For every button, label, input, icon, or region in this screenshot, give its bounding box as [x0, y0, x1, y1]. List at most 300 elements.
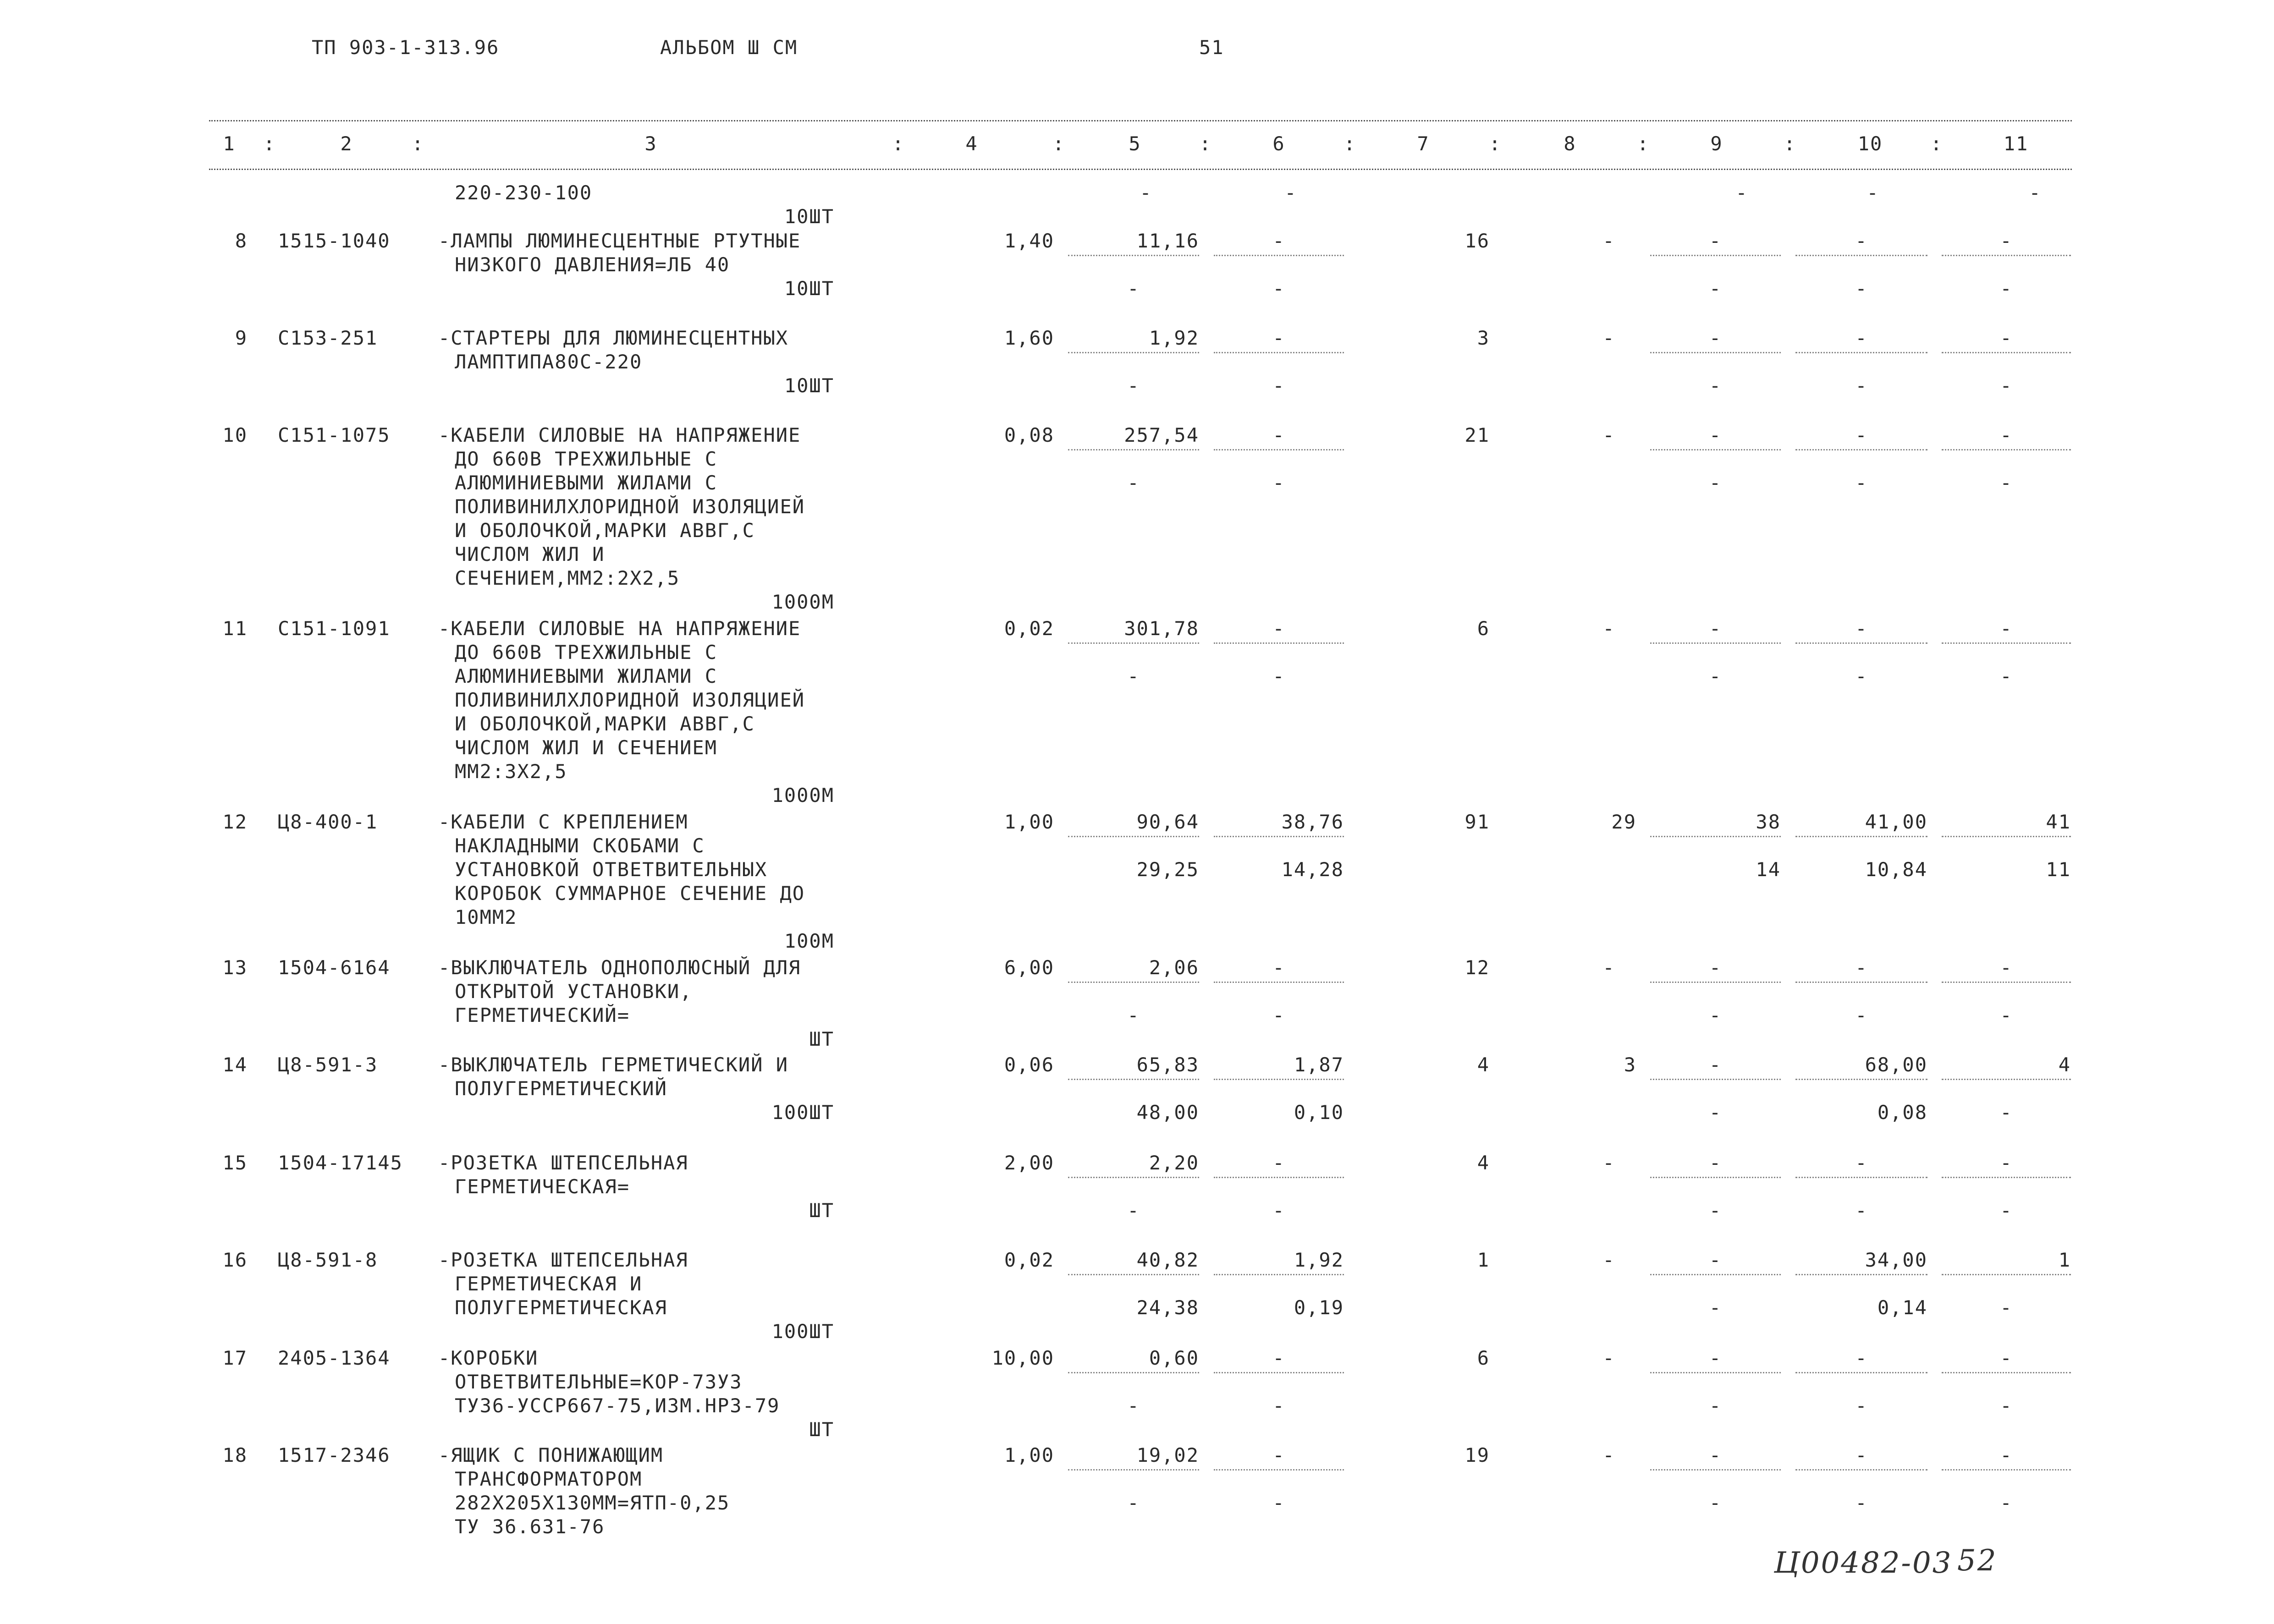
- row-unit: ШТ: [809, 1199, 834, 1222]
- cell-c6: -: [1272, 1444, 1285, 1466]
- cell-c7: 1: [1477, 1249, 1490, 1271]
- cell-c6: -: [1272, 1347, 1285, 1369]
- row-code: С153-251: [278, 327, 378, 349]
- cell-c5: 2,20: [1149, 1152, 1199, 1174]
- cell-c5: 1,92: [1149, 327, 1199, 349]
- value-underline: [1650, 255, 1781, 256]
- cell-c4: 0,02: [1004, 617, 1054, 640]
- cell-c9: 38: [1756, 811, 1781, 833]
- row-description-line: ГЕРМЕТИЧЕСКАЯ И: [455, 1273, 643, 1295]
- column-header-cell: :: [1052, 132, 1065, 155]
- cell-c10: -: [1855, 1152, 1868, 1174]
- cell-c11-second: -: [2000, 1492, 2013, 1514]
- cell-c5-second: 29,25: [1136, 858, 1199, 881]
- row-description-line: И ОБОЛОЧКОЙ,МАРКИ АВВГ,С: [455, 713, 755, 735]
- cell-c6: -: [1272, 424, 1285, 446]
- cell-c7: 12: [1465, 956, 1490, 979]
- row-unit: ШТ: [809, 1028, 834, 1050]
- row-number: 15: [222, 1152, 248, 1174]
- row-description-line: ПОЛУГЕРМЕТИЧЕСКИЙ: [455, 1077, 667, 1100]
- cell-c5-second: -: [1127, 1394, 1140, 1417]
- cell-c9-second: -: [1709, 1101, 1722, 1124]
- column-header-cell: 11: [2003, 132, 2029, 155]
- cell-c11: -: [2000, 956, 2013, 979]
- cell-c8: -: [1602, 1347, 1615, 1369]
- cell-c9: -: [1709, 1444, 1722, 1466]
- value-underline: [1068, 352, 1199, 353]
- row-description-line: НАКЛАДНЫМИ СКОБАМИ С: [455, 834, 705, 857]
- value-underline: [1942, 1177, 2071, 1178]
- cell-c10: -: [1855, 1347, 1868, 1369]
- cell-c6-second: 14,28: [1281, 858, 1344, 881]
- cell-c8: -: [1602, 230, 1615, 252]
- row-unit: 1000М: [771, 591, 834, 613]
- cell-c9-second: -: [1709, 665, 1722, 687]
- value-underline: [1942, 1372, 2071, 1373]
- value-underline: [1795, 836, 1927, 837]
- row-number: 16: [222, 1249, 248, 1271]
- row-number: 12: [222, 811, 248, 833]
- carry-over-unit: 10ШТ: [784, 205, 834, 228]
- value-underline: [1795, 352, 1927, 353]
- row-description-line: ПОЛИВИНИЛХЛОРИДНОЙ ИЗОЛЯЦИЕЙ: [455, 689, 805, 711]
- cell-c9: -: [1709, 1053, 1722, 1076]
- cell-c7: 6: [1477, 617, 1490, 640]
- cell-c10: -: [1855, 327, 1868, 349]
- row-unit: 100ШТ: [771, 1320, 834, 1343]
- row-description-line: ЧИСЛОМ ЖИЛ И: [455, 543, 605, 565]
- row-description-line: ДО 660В ТРЕХЖИЛЬНЫЕ С: [455, 641, 718, 664]
- cell-c6: 38,76: [1281, 811, 1344, 833]
- value-underline: [1214, 1274, 1344, 1275]
- carry-over-text: 220-230-100: [455, 181, 593, 204]
- value-underline: [1650, 449, 1781, 450]
- value-underline: [1942, 1469, 2071, 1470]
- value-underline: [1650, 352, 1781, 353]
- column-header-cell: 8: [1564, 132, 1576, 155]
- row-description-line: КОРОБОК СУММАРНОЕ СЕЧЕНИЕ ДО: [455, 882, 805, 905]
- cell-c9-second: -: [1709, 472, 1722, 494]
- cell-c6: -: [1272, 230, 1285, 252]
- row-description-line: -ЯЩИК С ПОНИЖАЮЩИМ: [438, 1444, 664, 1466]
- column-header-cell: 5: [1129, 132, 1141, 155]
- handwritten-sheet-code: Ц00482-03: [1774, 1546, 1953, 1580]
- cell-c10-second: -: [1855, 277, 1868, 300]
- value-underline: [1068, 1079, 1199, 1080]
- album-label: АЛЬБОМ Ш СМ: [660, 36, 798, 59]
- row-description-line: ТРАНСФОРМАТОРОМ: [455, 1468, 643, 1490]
- cell-c6-second: -: [1272, 472, 1285, 494]
- value-underline: [1650, 1469, 1781, 1470]
- row-code: 1504-17145: [278, 1152, 403, 1174]
- cell-c10-second: -: [1855, 1004, 1868, 1026]
- carry-over-dash: -: [1140, 181, 1152, 204]
- cell-c10-second: 0,08: [1877, 1101, 1927, 1124]
- table-top-rule: [209, 120, 2072, 121]
- row-number: 9: [235, 327, 248, 349]
- cell-c11-second: -: [2000, 665, 2013, 687]
- column-header-cell: :: [1784, 132, 1796, 155]
- row-description-line: ЛАМПТИПА80С-220: [455, 351, 643, 373]
- row-description-line: -КАБЕЛИ СИЛОВЫЕ НА НАПРЯЖЕНИЕ: [438, 617, 801, 640]
- cell-c11-second: -: [2000, 472, 2013, 494]
- cell-c11-second: -: [2000, 1296, 2013, 1319]
- value-underline: [1942, 1274, 2071, 1275]
- value-underline: [1214, 255, 1344, 256]
- cell-c9-second: -: [1709, 1394, 1722, 1417]
- cell-c5-second: -: [1127, 665, 1140, 687]
- row-description-line: ОТВЕТВИТЕЛЬНЫЕ=КОР-73У3: [455, 1371, 743, 1393]
- cell-c9-second: 14: [1756, 858, 1781, 881]
- cell-c9-second: -: [1709, 1296, 1722, 1319]
- row-unit: 10ШТ: [784, 374, 834, 397]
- cell-c5: 90,64: [1136, 811, 1199, 833]
- cell-c9: -: [1709, 1249, 1722, 1271]
- cell-c6-second: -: [1272, 665, 1285, 687]
- row-unit: 100ШТ: [771, 1101, 834, 1124]
- cell-c9: -: [1709, 956, 1722, 979]
- cell-c11-second: -: [2000, 277, 2013, 300]
- cell-c8: -: [1602, 424, 1615, 446]
- cell-c11-second: -: [2000, 1394, 2013, 1417]
- value-underline: [1214, 1177, 1344, 1178]
- value-underline: [1214, 982, 1344, 983]
- cell-c10-second: 10,84: [1865, 858, 1927, 881]
- value-underline: [1650, 836, 1781, 837]
- carry-over-dash: -: [1867, 181, 1879, 204]
- cell-c6-second: -: [1272, 1199, 1285, 1222]
- cell-c10-second: -: [1855, 472, 1868, 494]
- value-underline: [1795, 1079, 1927, 1080]
- cell-c11: -: [2000, 424, 2013, 446]
- carry-over-dash: -: [2029, 181, 2042, 204]
- cell-c11: 4: [2058, 1053, 2071, 1076]
- cell-c9: -: [1709, 617, 1722, 640]
- cell-c11: 1: [2058, 1249, 2071, 1271]
- cell-c9: -: [1709, 1152, 1722, 1174]
- cell-c6: 1,92: [1294, 1249, 1344, 1271]
- row-code: Ц8-591-8: [278, 1249, 378, 1271]
- row-description-line: ПОЛУГЕРМЕТИЧЕСКАЯ: [455, 1296, 667, 1319]
- column-header-cell: 10: [1857, 132, 1883, 155]
- value-underline: [1795, 1274, 1927, 1275]
- cell-c6: -: [1272, 1152, 1285, 1174]
- row-description-line: -КАБЕЛИ С КРЕПЛЕНИЕМ: [438, 811, 688, 833]
- cell-c8: 3: [1624, 1053, 1636, 1076]
- cell-c11: 41: [2046, 811, 2071, 833]
- cell-c7: 4: [1477, 1053, 1490, 1076]
- column-header-cell: :: [1343, 132, 1356, 155]
- row-description-line: СЕЧЕНИЕМ,ММ2:2Х2,5: [455, 567, 680, 589]
- value-underline: [1214, 1372, 1344, 1373]
- row-number: 17: [222, 1347, 248, 1369]
- value-underline: [1068, 642, 1199, 644]
- cell-c6-second: -: [1272, 374, 1285, 397]
- column-header-cell: 1: [223, 132, 236, 155]
- cell-c5-second: -: [1127, 374, 1140, 397]
- value-underline: [1214, 352, 1344, 353]
- cell-c5: 301,78: [1124, 617, 1199, 640]
- value-underline: [1068, 1469, 1199, 1470]
- cell-c5: 11,16: [1136, 230, 1199, 252]
- cell-c4: 1,60: [1004, 327, 1054, 349]
- cell-c8: -: [1602, 1249, 1615, 1271]
- cell-c7: 91: [1465, 811, 1490, 833]
- row-description-line: 282Х205Х130ММ=ЯТП-0,25: [455, 1492, 730, 1514]
- cell-c8: -: [1602, 1444, 1615, 1466]
- cell-c11: -: [2000, 1152, 2013, 1174]
- cell-c10-second: 0,14: [1877, 1296, 1927, 1319]
- cell-c6-second: -: [1272, 1492, 1285, 1514]
- cell-c11-second: 11: [2046, 858, 2071, 881]
- column-header-cell: :: [1489, 132, 1502, 155]
- value-underline: [1068, 1274, 1199, 1275]
- page-number: 51: [1199, 36, 1224, 59]
- row-description-line: -ВЫКЛЮЧАТЕЛЬ ОДНОПОЛЮСНЫЙ ДЛЯ: [438, 956, 801, 979]
- row-unit: 10ШТ: [784, 277, 834, 300]
- value-underline: [1650, 982, 1781, 983]
- column-header-cell: :: [892, 132, 905, 155]
- value-underline: [1942, 982, 2071, 983]
- value-underline: [1214, 642, 1344, 644]
- value-underline: [1942, 449, 2071, 450]
- value-underline: [1068, 449, 1199, 450]
- cell-c5-second: 48,00: [1136, 1101, 1199, 1124]
- column-header-cell: :: [1199, 132, 1212, 155]
- cell-c10: -: [1855, 1444, 1868, 1466]
- cell-c9-second: -: [1709, 374, 1722, 397]
- cell-c6-second: -: [1272, 277, 1285, 300]
- cell-c6: -: [1272, 327, 1285, 349]
- value-underline: [1068, 1372, 1199, 1373]
- row-description-line: -ЛАМПЫ ЛЮМИНЕСЦЕНТНЫЕ РТУТНЫЕ: [438, 230, 801, 252]
- row-unit: 1000М: [771, 784, 834, 807]
- row-description-line: -КОРОБКИ: [438, 1347, 539, 1369]
- cell-c4: 1,00: [1004, 811, 1054, 833]
- cell-c11: -: [2000, 1347, 2013, 1369]
- row-code: 1515-1040: [278, 230, 391, 252]
- cell-c5-second: -: [1127, 1492, 1140, 1514]
- cell-c11: -: [2000, 1444, 2013, 1466]
- row-unit: 100М: [784, 930, 834, 952]
- row-description-line: -РОЗЕТКА ШТЕПСЕЛЬНАЯ: [438, 1152, 688, 1174]
- cell-c7: 6: [1477, 1347, 1490, 1369]
- column-header-cell: :: [1930, 132, 1943, 155]
- carry-over-dash: -: [1284, 181, 1297, 204]
- value-underline: [1942, 352, 2071, 353]
- row-number: 8: [235, 230, 248, 252]
- doc-code: ТП 903-1-313.96: [312, 36, 500, 59]
- cell-c10-second: -: [1855, 1199, 1868, 1222]
- cell-c5: 40,82: [1136, 1249, 1199, 1271]
- cell-c4: 1,00: [1004, 1444, 1054, 1466]
- cell-c6: -: [1272, 617, 1285, 640]
- row-description-line: ТУ36-УССР667-75,ИЗМ.НР3-79: [455, 1394, 780, 1417]
- cell-c6: 1,87: [1294, 1053, 1344, 1076]
- cell-c10-second: -: [1855, 1492, 1868, 1514]
- row-description-line: УСТАНОВКОЙ ОТВЕТВИТЕЛЬНЫХ: [455, 858, 768, 881]
- column-header-cell: :: [1637, 132, 1650, 155]
- column-header-cell: 4: [965, 132, 978, 155]
- cell-c10: -: [1855, 617, 1868, 640]
- cell-c9-second: -: [1709, 1004, 1722, 1026]
- cell-c4: 0,06: [1004, 1053, 1054, 1076]
- row-description-line: АЛЮМИНИЕВЫМИ ЖИЛАМИ С: [455, 665, 718, 687]
- cell-c6-second: -: [1272, 1394, 1285, 1417]
- cell-c10: 41,00: [1865, 811, 1927, 833]
- cell-c10-second: -: [1855, 665, 1868, 687]
- value-underline: [1650, 642, 1781, 644]
- cell-c5: 65,83: [1136, 1053, 1199, 1076]
- cell-c5: 0,60: [1149, 1347, 1199, 1369]
- cell-c9-second: -: [1709, 1492, 1722, 1514]
- cell-c10: -: [1855, 424, 1868, 446]
- row-description-line: АЛЮМИНИЕВЫМИ ЖИЛАМИ С: [455, 472, 718, 494]
- row-description-line: ПОЛИВИНИЛХЛОРИДНОЙ ИЗОЛЯЦИЕЙ: [455, 495, 805, 518]
- row-description-line: ГЕРМЕТИЧЕСКАЯ=: [455, 1175, 630, 1198]
- row-description-line: 10ММ2: [455, 906, 518, 928]
- cell-c8: 29: [1611, 811, 1636, 833]
- row-code: Ц8-400-1: [278, 811, 378, 833]
- value-underline: [1795, 642, 1927, 644]
- row-code: Ц8-591-3: [278, 1053, 378, 1076]
- cell-c5-second: -: [1127, 472, 1140, 494]
- row-code: С151-1075: [278, 424, 391, 446]
- value-underline: [1650, 1177, 1781, 1178]
- column-header-cell: 9: [1710, 132, 1723, 155]
- row-code: 1517-2346: [278, 1444, 391, 1466]
- cell-c10: -: [1855, 956, 1868, 979]
- cell-c5: 19,02: [1136, 1444, 1199, 1466]
- column-header-cell: 7: [1417, 132, 1430, 155]
- cell-c10: 34,00: [1865, 1249, 1927, 1271]
- value-underline: [1650, 1372, 1781, 1373]
- cell-c5-second: -: [1127, 1199, 1140, 1222]
- carry-over-dash: -: [1735, 181, 1748, 204]
- value-underline: [1795, 982, 1927, 983]
- row-unit: ШТ: [809, 1418, 834, 1441]
- row-code: 1504-6164: [278, 956, 391, 979]
- cell-c10: -: [1855, 230, 1868, 252]
- value-underline: [1068, 1177, 1199, 1178]
- column-header-cell: 2: [340, 132, 353, 155]
- cell-c9: -: [1709, 230, 1722, 252]
- value-underline: [1650, 1274, 1781, 1275]
- cell-c10: 68,00: [1865, 1053, 1927, 1076]
- value-underline: [1650, 1079, 1781, 1080]
- handwritten-sheet-number: 52: [1957, 1544, 1998, 1578]
- row-description-line: ТУ 36.631-76: [455, 1515, 605, 1538]
- cell-c9: -: [1709, 1347, 1722, 1369]
- cell-c6-second: 0,19: [1294, 1296, 1344, 1319]
- row-description-line: -ВЫКЛЮЧАТЕЛЬ ГЕРМЕТИЧЕСКИЙ И: [438, 1053, 789, 1076]
- cell-c5-second: -: [1127, 277, 1140, 300]
- row-description-line: -СТАРТЕРЫ ДЛЯ ЛЮМИНЕСЦЕНТНЫХ: [438, 327, 789, 349]
- row-description-line: НИЗКОГО ДАВЛЕНИЯ=ЛБ 40: [455, 253, 730, 276]
- cell-c4: 6,00: [1004, 956, 1054, 979]
- cell-c5-second: 24,38: [1136, 1296, 1199, 1319]
- value-underline: [1214, 1079, 1344, 1080]
- value-underline: [1214, 836, 1344, 837]
- cell-c4: 2,00: [1004, 1152, 1054, 1174]
- value-underline: [1942, 836, 2071, 837]
- value-underline: [1068, 255, 1199, 256]
- column-header-cell: :: [412, 132, 424, 155]
- row-code: С151-1091: [278, 617, 391, 640]
- cell-c4: 0,08: [1004, 424, 1054, 446]
- cell-c5: 257,54: [1124, 424, 1199, 446]
- value-underline: [1942, 642, 2071, 644]
- row-description-line: ОТКРЫТОЙ УСТАНОВКИ,: [455, 980, 693, 1003]
- cell-c10-second: -: [1855, 1394, 1868, 1417]
- cell-c6-second: -: [1272, 1004, 1285, 1026]
- column-header-cell: 6: [1272, 132, 1285, 155]
- row-description-line: ГЕРМЕТИЧЕСКИЙ=: [455, 1004, 630, 1026]
- cell-c7: 19: [1465, 1444, 1490, 1466]
- row-code: 2405-1364: [278, 1347, 391, 1369]
- row-description-line: -КАБЕЛИ СИЛОВЫЕ НА НАПРЯЖЕНИЕ: [438, 424, 801, 446]
- row-description-line: -РОЗЕТКА ШТЕПСЕЛЬНАЯ: [438, 1249, 688, 1271]
- row-description-line: И ОБОЛОЧКОЙ,МАРКИ АВВГ,С: [455, 519, 755, 542]
- value-underline: [1942, 255, 2071, 256]
- cell-c7: 21: [1465, 424, 1490, 446]
- value-underline: [1214, 449, 1344, 450]
- row-number: 14: [222, 1053, 248, 1076]
- value-underline: [1795, 1372, 1927, 1373]
- column-header-rule: [209, 169, 2072, 170]
- cell-c11-second: -: [2000, 1004, 2013, 1026]
- cell-c4: 0,02: [1004, 1249, 1054, 1271]
- row-description-line: ДО 660В ТРЕХЖИЛЬНЫЕ С: [455, 448, 718, 470]
- cell-c5-second: -: [1127, 1004, 1140, 1026]
- value-underline: [1795, 449, 1927, 450]
- column-header-cell: :: [263, 132, 276, 155]
- cell-c4: 10,00: [991, 1347, 1054, 1369]
- cell-c8: -: [1602, 617, 1615, 640]
- cell-c8: -: [1602, 956, 1615, 979]
- row-number: 18: [222, 1444, 248, 1466]
- row-number: 13: [222, 956, 248, 979]
- cell-c9-second: -: [1709, 1199, 1722, 1222]
- cell-c7: 4: [1477, 1152, 1490, 1174]
- cell-c4: 1,40: [1004, 230, 1054, 252]
- cell-c8: -: [1602, 327, 1615, 349]
- cell-c11: -: [2000, 617, 2013, 640]
- value-underline: [1795, 1177, 1927, 1178]
- cell-c9: -: [1709, 424, 1722, 446]
- value-underline: [1942, 1079, 2071, 1080]
- cell-c11-second: -: [2000, 1101, 2013, 1124]
- value-underline: [1214, 1469, 1344, 1470]
- row-description-line: ММ2:3Х2,5: [455, 760, 567, 783]
- value-underline: [1795, 255, 1927, 256]
- cell-c11-second: -: [2000, 374, 2013, 397]
- cell-c11-second: -: [2000, 1199, 2013, 1222]
- column-header-cell: 3: [644, 132, 657, 155]
- cell-c8: -: [1602, 1152, 1615, 1174]
- value-underline: [1795, 1469, 1927, 1470]
- row-number: 11: [222, 617, 248, 640]
- row-description-line: ЧИСЛОМ ЖИЛ И СЕЧЕНИЕМ: [455, 736, 718, 759]
- cell-c6: -: [1272, 956, 1285, 979]
- value-underline: [1068, 982, 1199, 983]
- cell-c11: -: [2000, 327, 2013, 349]
- cell-c7: 16: [1465, 230, 1490, 252]
- row-number: 10: [222, 424, 248, 446]
- value-underline: [1068, 836, 1199, 837]
- cell-c6-second: 0,10: [1294, 1101, 1344, 1124]
- cell-c5: 2,06: [1149, 956, 1199, 979]
